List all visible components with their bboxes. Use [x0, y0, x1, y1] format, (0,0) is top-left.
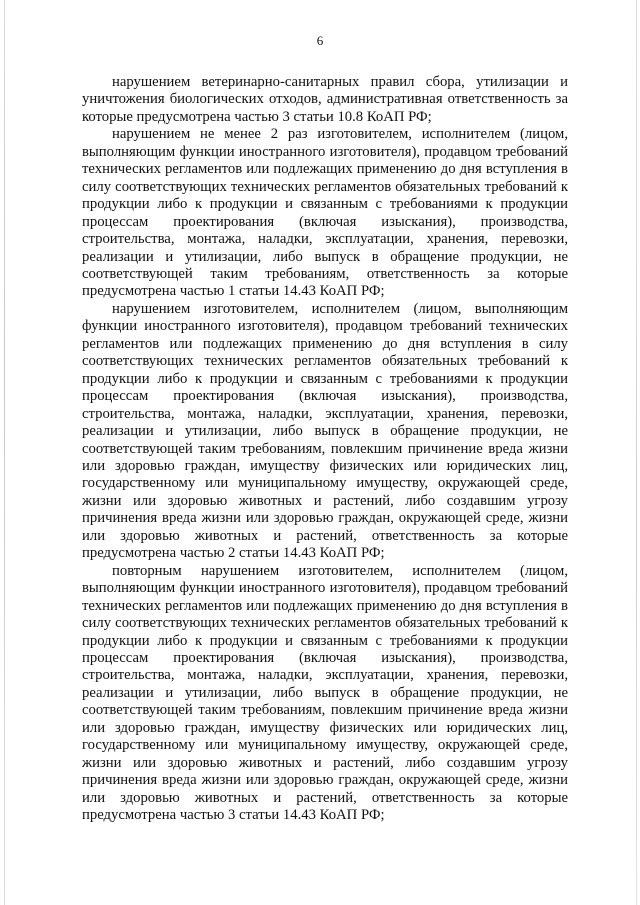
- paragraph-harm-causing-violation: нарушением изготовителем, исполнителем (лицом, выполняющим функции иностранного изготовителя), продавцом требований технических регламентов или подлежащих применению до дня вступления в силу соответствующих технических регламентов обязательных требований к продукции либо к продукции и связанным с требованиями к продукции процессам проектирования (включая изыскания), производства, строительства, монтажа, наладки, эксплуатации, хранения, перевозки, реализации и утилизации, либо выпуск в обращение продукции, не соответствующей таким требованиям, повлекшим причинение вреда жизни или здоровью граждан, имуществу физических или юридических лиц, государственному или муниципальному имуществу, окружающей среде, жизни или здоровью животных и растений, либо создавшим угрозу причинения вреда жизни или здоровью граждан, окружающей среде, жизни или здоровью животных и растений, ответственность за которые предусмотрена частью 2 статьи 14.43 КоАП РФ;: [82, 300, 568, 562]
- document-body: [82, 74, 568, 824]
- scan-edge-right: [636, 0, 637, 905]
- scan-edge-left: [4, 0, 5, 905]
- paragraph-veterinary-violation: нарушением ветеринарно-санитарных правил сбора, утилизации и уничтожения биологических отходов, административная ответственность за которые предусмотрена частью 3 статьи 10.8 КоАП РФ;: [82, 74, 568, 125]
- paragraph-repeated-requirements-violation: нарушением не менее 2 раз изготовителем, исполнителем (лицом, выполняющим функции иностранного изготовителя), продавцом требований технических регламентов или подлежащих применению до дня вступления в силу соответствующих технических регламентов обязательных требований к продукции либо к продукции и связанным с требованиями к продукции процессам проектирования (включая изыскания), производства, строительства, монтажа, наладки, эксплуатации, хранения, перевозки, реализации и утилизации, либо выпуск в обращение продукции, не соответствующей таким требованиям, ответственность за которые предусмотрена частью 1 статьи 14.43 КоАП РФ;: [82, 126, 568, 300]
- paragraph-repeat-harm-violation: повторным нарушением изготовителем, исполнителем (лицом, выполняющим функции иностранного изготовителя), продавцом требований технических регламентов или подлежащих применению до дня вступления в силу соответствующих технических регламентов обязательных требований к продукции либо к продукции и связанным с требованиями к продукции процессам проектирования (включая изыскания), производства, строительства, монтажа, наладки, эксплуатации, хранения, перевозки, реализации и утилизации, либо выпуск в обращение продукции, не соответствующей таким требованиям, повлекшим причинение вреда жизни или здоровью граждан, имуществу физических или юридических лиц, государственному или муниципальному имуществу, окружающей среде, жизни или здоровью животных и растений, либо создавшим угрозу причинения вреда жизни или здоровью граждан, окружающей среде, жизни или здоровью животных и растений, ответственность за которые предусмотрена частью 3 статьи 14.43 КоАП РФ;: [82, 562, 568, 824]
- page-number: 6: [316, 33, 324, 48]
